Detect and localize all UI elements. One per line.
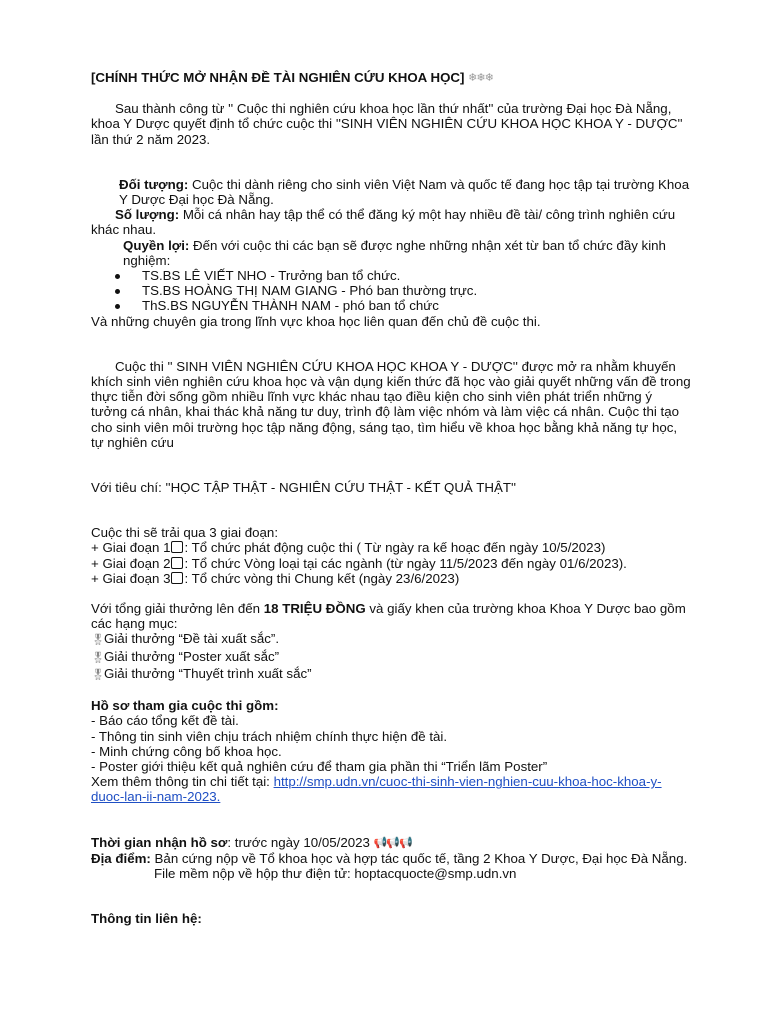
contact-title: Thông tin liên hệ: — [91, 911, 202, 927]
target-label: Đối tượng: — [119, 176, 189, 192]
stage-line: + Giai đoạn 3 : Tổ chức vòng thi Chung kết (ngày 23/6/2023) — [91, 570, 460, 586]
prize-item: 🎖Giải thưởng “Thuyết trình xuất sắc” — [91, 666, 691, 683]
snowflake-icon: ❄❄❄ — [468, 72, 493, 84]
email-line: File mềm nộp về hộp thư điện tử: hoptacquocte@smp.udn.vn — [154, 865, 517, 881]
dossier-title: Hồ sơ tham gia cuộc thi gồm: — [91, 698, 279, 714]
criteria-line: Với tiêu chí: ''HỌC TẬP THẬT - NGHIÊN CỨU THẬT - KẾT QUẢ THẬT'' — [91, 480, 517, 496]
prize-item: 🎖Giải thưởng “Đề tài xuất sắc”. — [91, 631, 691, 648]
quantity-text: Mỗi cá nhân hay tập thể có thể đăng ký một hay nhiều đề tài/ công trình nghiên cứu khác nhau. — [91, 207, 676, 238]
purpose-paragraph: Cuộc thi '' SINH VIÊN NGHIÊN CỨU KHOA HỌC KHOA Y - DƯỢC'' được mở ra nhằm khuyến khích sinh viên nghiên cứu khoa học và vận dụng kiến thức đã học vào giải quyết những vấn đề trong thực tiễn đời sống gồm nhiều lĩnh vực khác nhau tạo điều kiện cho sinh viên phát triển những ý tưởng cá nhân, khai thác khả năng tư duy, trình độ làm việc nhóm và làm việc cá nhân. Cuộc thi tạo cho sinh viên môi trường học tập năng động, sáng tạo, tìm hiểu về khoa học bằng khả năng tự học, tự nghiên cứu — [91, 358, 691, 450]
deadline-line: Thời gian nhận hồ sơ: trước ngày 10/05/2023 📢📢📢 — [91, 834, 412, 850]
prize-amount: 18 TRIỆU ĐỒNG — [263, 601, 366, 617]
keycap-box-icon — [171, 557, 183, 569]
stage-line: + Giai đoạn 2 : Tổ chức Vòng loại tại các ngành (từ ngày 11/5/2023 đến ngày 01/6/2023). — [91, 555, 627, 571]
benefits-text: Đến với cuộc thi các bạn sẽ được nghe những nhận xét từ ban tổ chức đầy kinh nghiệm: — [123, 237, 666, 268]
more-info-link[interactable]: http://smp.udn.vn/cuoc-thi-sinh-vien-nghien-cuu-khoa-hoc-khoa-y-duoc-lan-ii-nam-2023. — [91, 774, 662, 805]
location-line: Địa điểm: Bản cứng nộp về Tổ khoa học và hợp tác quốc tế, tầng 2 Khoa Y Dược, Đại học Đà Nẵng. — [91, 850, 688, 866]
target-text: Cuộc thi dành riêng cho sinh viên Việt Nam và quốc tế đang học tập tại trường Khoa Y Dược Đại học Đà Nẵng. — [119, 176, 690, 208]
leaders-list — [91, 268, 691, 314]
list-item: - Thông tin sinh viên chịu trách nhiệm chính thực hiện đề tài. — [91, 728, 448, 744]
intro-paragraph: Sau thành công từ '' Cuộc thi nghiên cứu khoa học lần thứ nhất'' của trường Đại học Đà Nẵng, khoa Y Dược quyết định tổ chức cuộc thi ''SINH VIÊN NGHIÊN CỨU KHOA HỌC KHOA Y - DƯỢC'' lần thứ 2 năm 2023. — [91, 101, 683, 147]
title-text: [CHÍNH THỨC MỞ NHẬN ĐỀ TÀI NGHIÊN CỨU KHOA HỌC] — [91, 70, 465, 85]
benefits-paragraph — [91, 238, 691, 268]
keycap-box-icon — [171, 541, 183, 553]
document-page — [91, 70, 691, 926]
list-item: - Poster giới thiệu kết quả nghiên cứu để tham gia phần thi “Triển lãm Poster” — [91, 758, 548, 774]
quantity-paragraph — [91, 207, 691, 237]
target-paragraph — [91, 177, 691, 207]
stage-line: + Giai đoạn 1 : Tổ chức phát động cuộc thi ( Từ ngày ra kế hoạc đến ngày 10/5/2023) — [91, 540, 606, 556]
more-info-line: Xem thêm thông tin chi tiết tại: http://smp.udn.vn/cuoc-thi-sinh-vien-nghien-cuu-khoa-hoc-khoa-y-duoc-lan-ii-nam-2023. — [91, 774, 662, 805]
list-item: TS.BS HOÀNG THỊ NAM GIANG - Phó ban thường trực. — [142, 283, 691, 298]
list-item: - Minh chứng công bố khoa học. — [91, 743, 282, 759]
medal-icon: 🎖 — [91, 634, 105, 647]
experts-note: Và những chuyên gia trong lĩnh vực khoa học liên quan đến chủ đề cuộc thi. — [91, 313, 541, 329]
list-item: - Báo cáo tổng kết đề tài. — [91, 713, 239, 729]
prize-paragraph: Với tổng giải thưởng lên đến 18 TRIỆU ĐỒNG và giấy khen của trường khoa Khoa Y Dược bao gồm các hạng mục: — [91, 601, 686, 632]
benefits-label: Quyền lợi: — [123, 237, 190, 253]
list-item: ThS.BS NGUYỄN THÀNH NAM - phó ban tổ chức — [142, 298, 691, 313]
stages-intro: Cuộc thi sẽ trải qua 3 giai đoạn: — [91, 525, 279, 541]
medal-icon: 🎖 — [91, 651, 105, 664]
quantity-label: Số lượng: — [115, 207, 180, 223]
megaphone-icon: 📢📢📢 — [373, 836, 412, 849]
keycap-box-icon — [171, 572, 183, 584]
medal-icon: 🎖 — [91, 668, 105, 681]
list-item: TS.BS LÊ VIẾT NHO - Trưởng ban tổ chức. — [142, 268, 691, 283]
prize-item: 🎖Giải thưởng “Poster xuất sắc” — [91, 649, 691, 666]
document-title — [91, 70, 691, 86]
